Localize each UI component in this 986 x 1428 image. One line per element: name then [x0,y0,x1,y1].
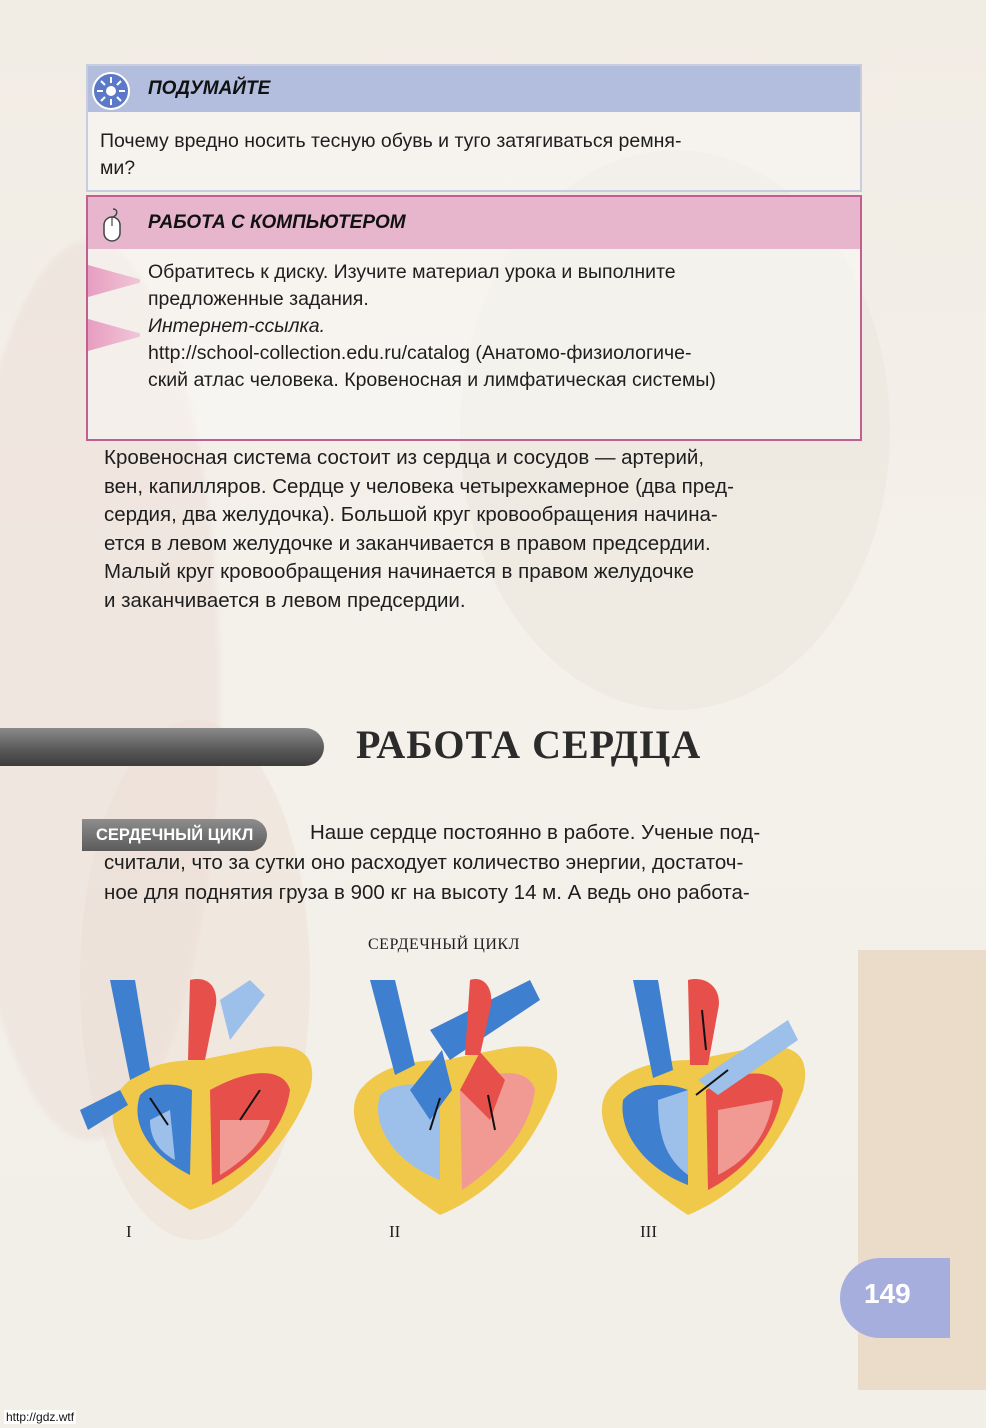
figure-label: I [126,1222,132,1241]
page-number: 149 [864,1278,911,1309]
figure-label: III [640,1222,657,1241]
mouse-icon [98,207,128,243]
think-box [86,64,862,192]
text-line: ное для поднятия груза в 900 кг на высоту 14 м. А ведь оно работа- [104,881,750,904]
figure-title: СЕРДЕЧНЫЙ ЦИКЛ [368,936,520,953]
link-label: Интернет-ссылка. [148,315,326,337]
computer-box-title: РАБОТА С КОМПЬЮТЕРОМ [148,212,406,233]
question-line: Почему вредно носить тесную обувь и туго затягиваться ремня- [100,130,682,152]
text-line: считали, что за сутки оно расходует количество энергии, достаточ- [104,851,744,874]
think-box-question [100,128,848,182]
text-line: Кровеносная система состоит из сердца и сосудов — артерий, [104,446,705,469]
footer-link[interactable]: http://gdz.wtf [6,1410,75,1424]
link-description: ский атлас человека. Кровеносная и лимфатическая системы) [148,369,716,391]
computer-box-header [88,197,860,249]
link-url[interactable]: http://school-collection.edu.ru/catalog (Анатомо-физиологиче- [148,342,692,364]
text-line: ется в левом желудочке и заканчивается в правом предсердии. [104,531,711,555]
figure-label: II [389,1222,401,1241]
section-bar [0,728,324,766]
text-line: сердия, два желудочка). Большой круг кровообращения начина- [104,503,718,526]
list-item: предложенные задания. [148,288,369,310]
summary-paragraph [104,444,864,615]
think-box-header [88,66,860,112]
section-title: РАБОТА СЕРДЦА [356,722,702,767]
bullet-marker [88,265,140,297]
heart-diagram-2 [330,970,580,1220]
question-line: ми? [100,157,136,179]
computer-box [86,195,862,441]
heart-diagram-3 [578,970,828,1220]
text-line: Малый круг кровообращения начинается в правом желудочке [104,560,695,583]
bullet-marker [88,319,140,351]
text-line: Наше сердце постоянно в работе. Ученые под- [310,821,761,844]
list-item: Обратитесь к диску. Изучите материал урока и выполните [148,261,676,283]
heart-diagram-1 [80,970,330,1220]
think-box-title: ПОДУМАЙТЕ [148,78,271,99]
text-line: и заканчивается в левом предсердии. [104,588,466,612]
cycle-pill-label: СЕРДЕЧНЫЙ ЦИКЛ [82,819,267,851]
text-line: вен, капилляров. Сердце у человека четырехкамерное (два пред- [104,474,734,498]
sun-icon [92,72,130,110]
